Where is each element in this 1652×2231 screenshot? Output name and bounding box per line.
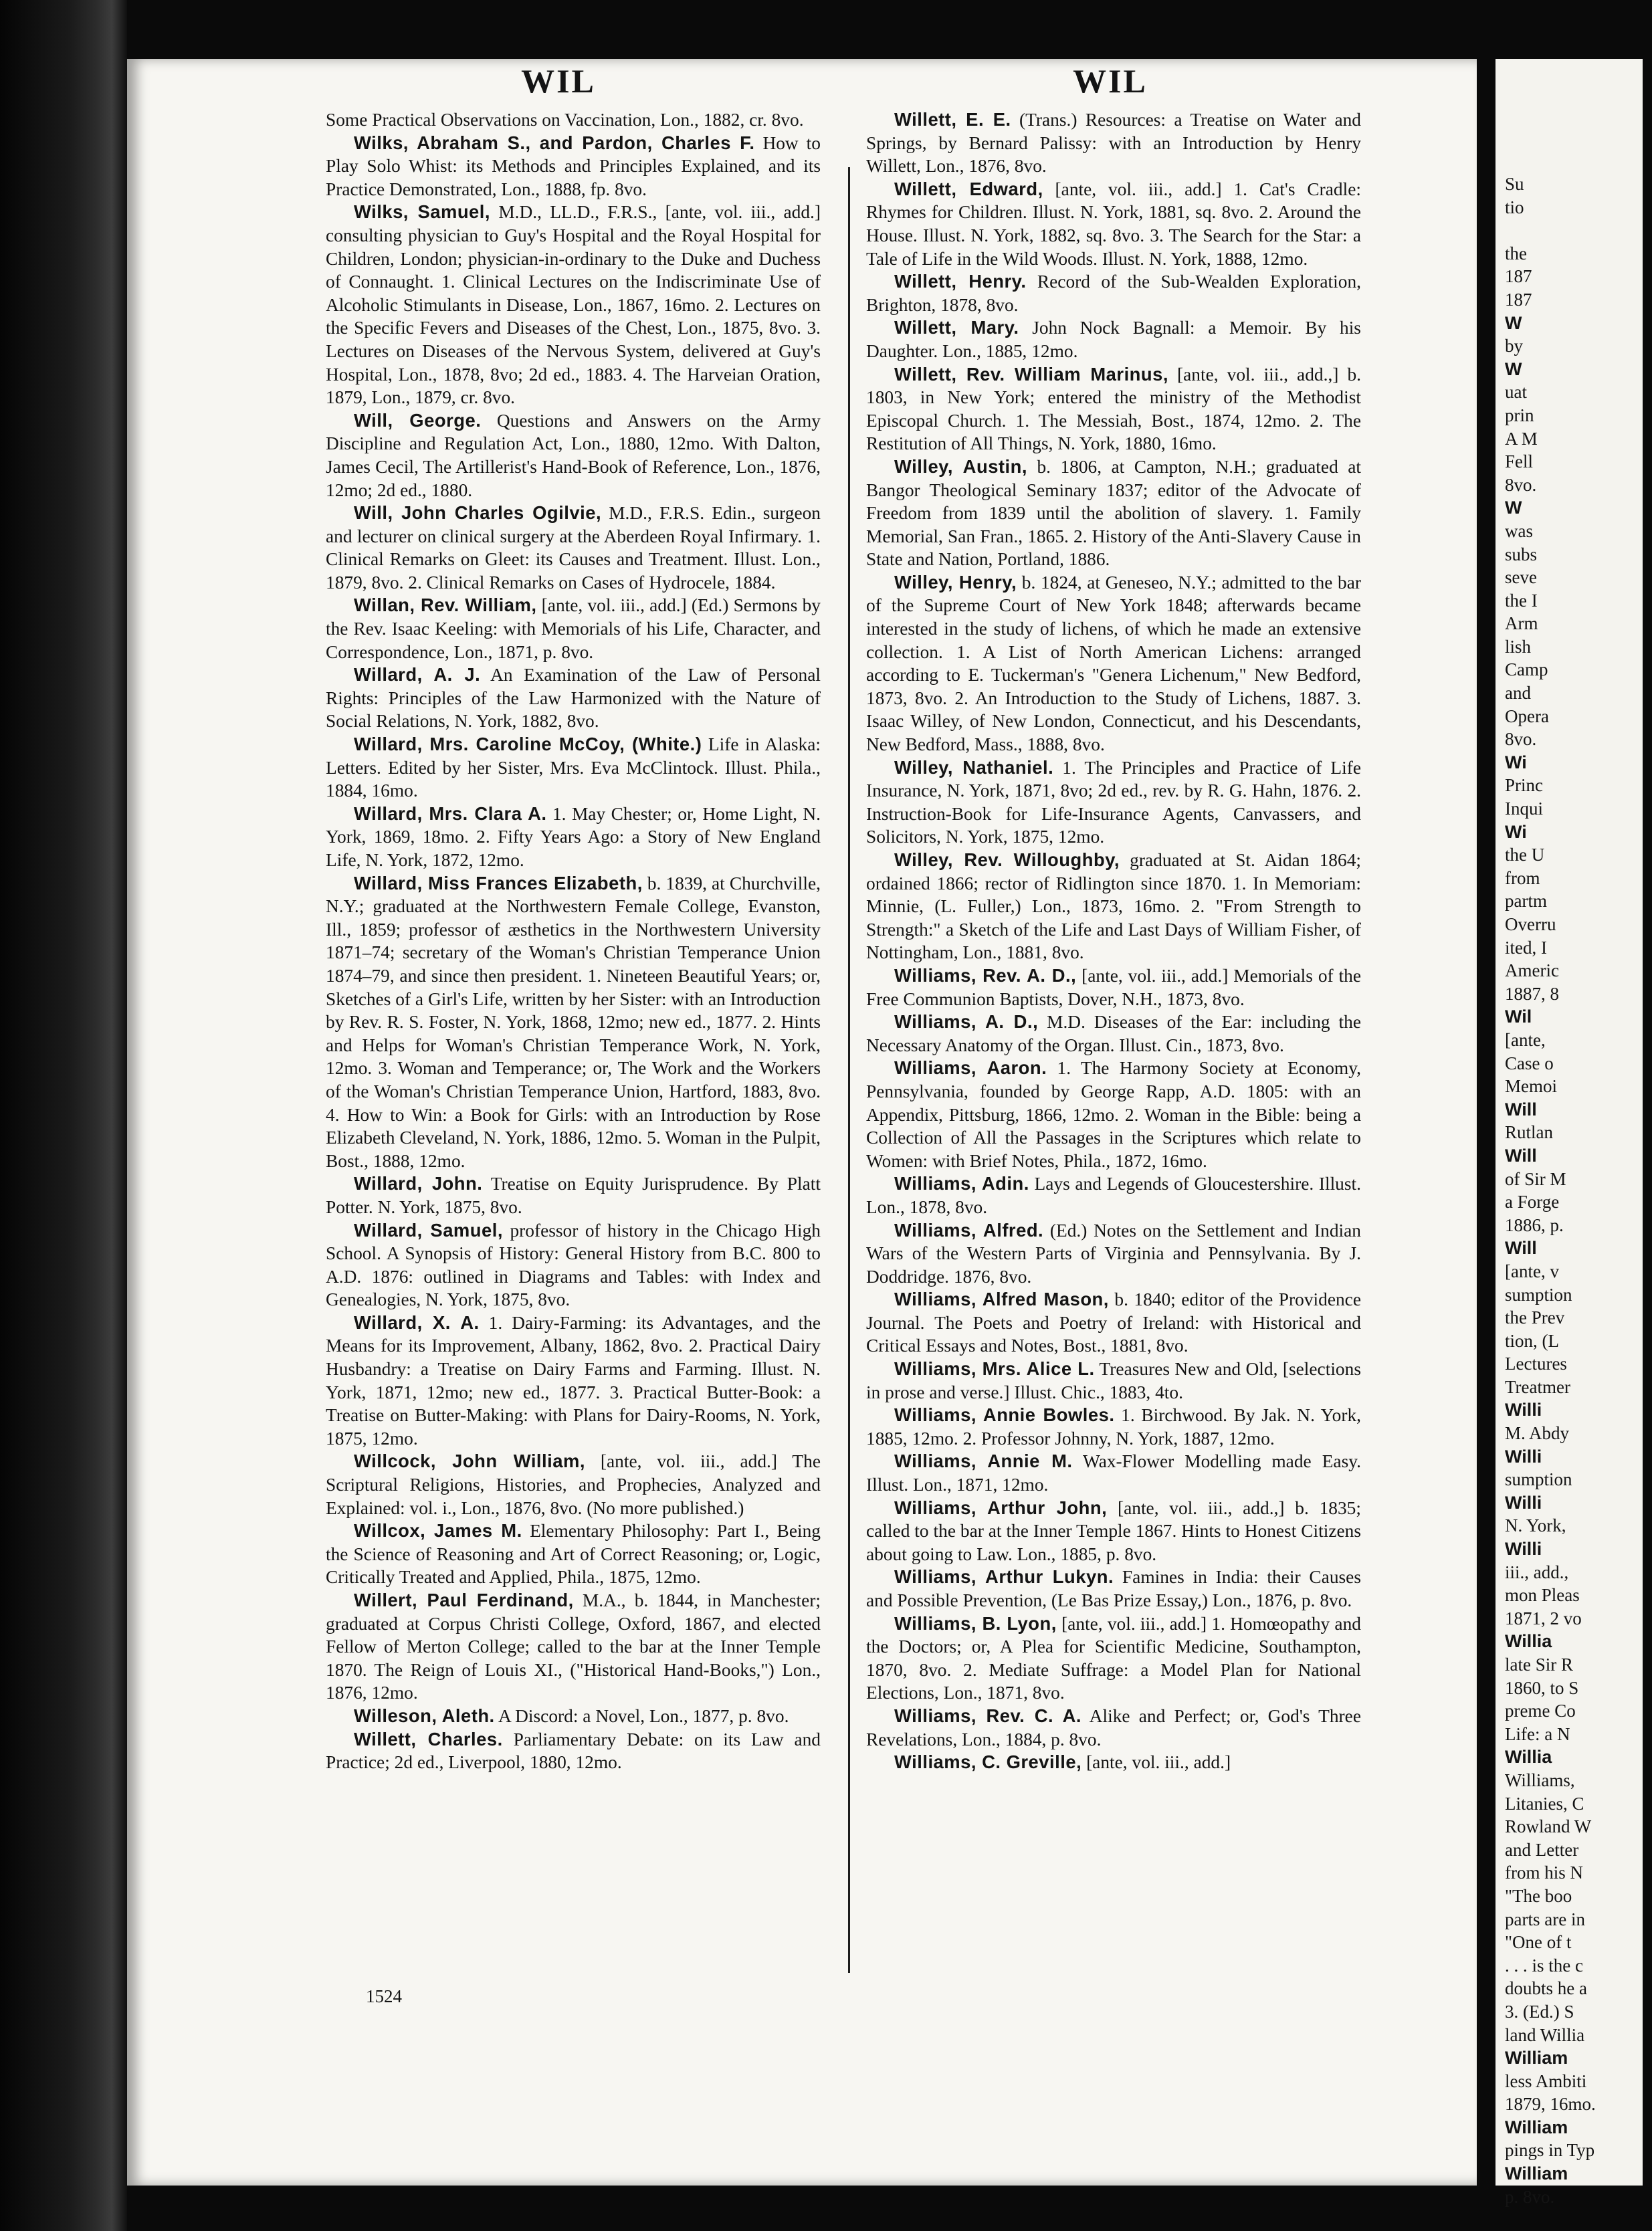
entry-heading: Williams, Annie M.	[894, 1451, 1073, 1472]
fragment-line: 8vo.	[1505, 474, 1537, 495]
entry-text: b. 1840; editor of the Providence Journal. The Poets and Poetry of Ireland: with Historical and Critical Essays and Notes, Bost., 1881, 8vo.	[866, 1289, 1361, 1356]
fragment-line: the U	[1505, 845, 1545, 865]
entry-heading: Wilks, Samuel,	[354, 201, 491, 223]
entry-heading: Williams, Rev. C. A.	[894, 1705, 1081, 1726]
entry-heading: Williams, Arthur Lukyn.	[894, 1566, 1114, 1588]
column-divider	[848, 167, 850, 1973]
entry-text: Treatise on Equity Jurisprudence. By Platt Potter. N. York, 1875, 8vo.	[326, 1174, 821, 1217]
fragment-line: p. 8vo.	[1505, 2186, 1555, 2207]
entry-text: b. 1806, at Campton, N.H.; graduated at Bangor Theological Seminary 1837; editor of the Advocate of Freedom from 1839 until the abolition of slavery. 1. Family Memorial, San Fran., 1865. 2. History of the Anti-Slavery Cause in State and Nation, Portland, 1886.	[866, 456, 1361, 570]
fragment-line: Will	[1505, 1145, 1537, 1166]
entry-heading: Willard, Mrs. Caroline McCoy, (White.)	[354, 734, 702, 755]
dictionary-entry	[866, 316, 1361, 362]
fragment-line: Su	[1505, 174, 1524, 194]
entry-text: An Examination of the Law of Personal Rights: Principles of the Law Harmonized with the Nature of Social Relations, N. York, 1882, 8vo.	[326, 665, 821, 732]
fragment-line: 1887, 8	[1505, 983, 1559, 1004]
entry-heading: Willey, Nathaniel.	[894, 756, 1054, 778]
adjacent-page-text	[1505, 173, 1652, 2208]
entry-text: (Ed.) Notes on the Settlement and Indian Wars of the Western Parts of Virginia and Pennsylvania. By J. Doddridge. 1876, 8vo.	[866, 1220, 1361, 1287]
entry-heading: Willert, Paul Ferdinand,	[354, 1590, 574, 1610]
entry-heading: Williams, Aaron.	[894, 1057, 1047, 1079]
fragment-line: Life: a N	[1505, 1723, 1570, 1744]
dictionary-entry	[326, 1519, 821, 1589]
fragment-line: prin	[1505, 405, 1534, 425]
fragment-line: and Letter	[1505, 1839, 1579, 1860]
dictionary-entry	[326, 502, 821, 594]
left-column	[326, 108, 821, 1774]
entry-heading: Willard, Samuel,	[354, 1219, 503, 1241]
fragment-line: W	[1505, 498, 1522, 518]
running-header-right: WIL	[1073, 62, 1148, 100]
dictionary-entry	[326, 1589, 821, 1705]
fragment-line: 1879, 16mo.	[1505, 2094, 1596, 2115]
entry-heading: Williams, B. Lyon,	[894, 1612, 1057, 1634]
fragment-line: tion, (L	[1505, 1330, 1559, 1351]
dictionary-entry	[866, 571, 1361, 756]
entry-text: 1. The Harmony Society at Economy, Pennsylvania, founded by George Rapp, A.D. 1805: with an Appendix, Pittsburg, 1866, 12mo. 2. Woman in the Bible: being a Collection of All the Passages in the Scriptures which relate to Women: with Brief Notes, Phila., 1872, 16mo.	[866, 1058, 1361, 1171]
entry-heading: Willard, Miss Frances Elizabeth,	[354, 872, 643, 893]
entry-heading: Willeson, Aleth.	[354, 1705, 495, 1726]
entry-heading: Willey, Austin,	[894, 455, 1027, 477]
fragment-line: Willi	[1505, 1539, 1542, 1560]
entry-heading: Williams, Annie Bowles.	[894, 1404, 1115, 1426]
fragment-line: 187	[1505, 289, 1532, 310]
dictionary-entry	[866, 849, 1361, 964]
dictionary-entry	[326, 733, 821, 803]
fragment-line: and	[1505, 683, 1531, 704]
dictionary-entry	[326, 201, 821, 409]
fragment-line: Willia	[1505, 1631, 1552, 1652]
fragment-line: 8vo.	[1505, 729, 1537, 750]
dictionary-entry	[326, 132, 821, 201]
entry-heading: Williams, Rev. A. D.,	[894, 964, 1077, 986]
entry-text: [ante, vol. iii., add.]	[1086, 1752, 1231, 1773]
dictionary-entry	[326, 872, 821, 1173]
entry-heading: Willard, X. A.	[354, 1311, 480, 1333]
fragment-line	[1505, 219, 1652, 242]
entry-heading: Willey, Rev. Willoughby,	[894, 849, 1120, 870]
entry-heading: Willard, Mrs. Clara A.	[354, 803, 547, 824]
dictionary-entry	[326, 409, 821, 502]
fragment-line: Lectures	[1505, 1354, 1567, 1374]
fragment-line: parts are in	[1505, 1909, 1585, 1929]
fragment-line: [ante, v	[1505, 1261, 1559, 1281]
dictionary-entry	[866, 1288, 1361, 1358]
dictionary-entry	[866, 1172, 1361, 1218]
entry-text: [ante, vol. iii., add.,] b. 1835; called to the bar at the Inner Temple 1867. Hints to Honest Citizens about going to Law. Lon., 1885, p. 8vo.	[866, 1497, 1361, 1564]
entry-heading: Williams, Arthur John,	[894, 1497, 1108, 1518]
entry-heading: Willett, Charles.	[354, 1728, 503, 1749]
entry-heading: Willett, Henry.	[894, 271, 1027, 292]
fragment-line: sumption	[1505, 1469, 1572, 1490]
entry-heading: Williams, A. D.,	[894, 1011, 1039, 1033]
page-number: 1524	[366, 1986, 402, 2006]
dictionary-entry	[866, 1404, 1361, 1450]
entry-heading: Willett, Rev. William Marinus,	[894, 363, 1168, 385]
fragment-line: Opera	[1505, 706, 1549, 726]
entry-text: [ante, vol. iii., add.] The Scriptural Religions, Histories, and Prophecies, Analyzed and Explained: vol. i., Lon., 1876, 8vo. (No more published.)	[326, 1451, 821, 1518]
dictionary-entry	[866, 756, 1361, 849]
entry-text: M.D., LL.D., F.R.S., [ante, vol. iii., add.] consulting physician to Guy's Hospital and the Royal Hospital for Children, London; physician-in-ordinary to the Duke and Duchess of Connaught. 1. Clinical Lectures on the Indiscriminate Use of Alcoholic Stimulants in Disease, Lon., 1867, 16mo. 2. Lectures on the Specific Fevers and Diseases of the Chest, Lon., 1875, 8vo. 3. Lectures on Diseases of the Nervous System, delivered at Guy's Hospital, Lon., 1878, 8vo; 2d ed., 1883. 4. The Harveian Oration, 1879, Lon., 1879, cr. 8vo.	[326, 202, 821, 408]
fragment-line: Litanies, C	[1505, 1793, 1584, 1814]
dictionary-entry	[866, 1751, 1361, 1774]
entry-text: [ante, vol. iii., add.] Memorials of the Free Communion Baptists, Dover, N.H., 1873, 8vo.	[866, 965, 1362, 1009]
entry-heading: Willan, Rev. William,	[354, 595, 537, 616]
fragment-line: Treatmer	[1505, 1376, 1570, 1397]
dictionary-entry	[866, 964, 1361, 1011]
fragment-line: Wil	[1505, 1006, 1532, 1027]
entry-text: [ante, vol. iii., add.] 1. Homœopathy and the Doctors; or, A Plea for Scientific Medicine, Southampton, 1870, 8vo. 2. Mediate Suffrage: a Model Plan for National Elections, Lon., 1871, 8vo.	[866, 1613, 1361, 1703]
dictionary-entry	[866, 1497, 1361, 1566]
fragment-line: [ante,	[1505, 1029, 1546, 1050]
fragment-line: N. York,	[1505, 1515, 1566, 1536]
entry-text: Elementary Philosophy: Part I., Being the Science of Reasoning and Art of Correct Reasoning; or, Logic, Critically Treated and Applied, Phila., 1875, 12mo.	[326, 1521, 821, 1588]
entry-text: b. 1824, at Geneseo, N.Y.; admitted to the bar of the Supreme Court of New York 1848; afterwards became interested in the study of lichens, of which he made an extensive collection. 1. A List of North American Lichens: arranged according to E. Tuckerman's "Genera Lichenum," New Bedford, 1873, 8vo. 2. An Introduction to the Study of Lichens, 1887. 3. Isaac Willey, of New London, Connecticut, and his Descendants, New Bedford, Mass., 1888, 8vo.	[866, 572, 1361, 755]
fragment-line: Wi	[1505, 821, 1527, 842]
dictionary-entry	[866, 1450, 1361, 1496]
fragment-line: William	[1505, 2163, 1568, 2184]
fragment-line: Fell	[1505, 451, 1534, 472]
dictionary-entry	[326, 1705, 821, 1728]
entry-text: Alike and Perfect; or, God's Three Revelations, Lon., 1884, p. 8vo.	[866, 1705, 1361, 1749]
entry-heading: Williams, Alfred.	[894, 1219, 1044, 1241]
dictionary-entry	[866, 1705, 1361, 1751]
fragment-line: . . . is the c	[1505, 1955, 1583, 1976]
entry-text: Famines in India: their Causes and Possible Prevention, (Le Bas Prize Essay,) Lon., 1876, p. 8vo.	[866, 1567, 1362, 1610]
fragment-line: Will	[1505, 1099, 1537, 1120]
dictionary-entry	[326, 1219, 821, 1311]
fragment-line: Willi	[1505, 1446, 1542, 1467]
fragment-line: sumption	[1505, 1284, 1572, 1305]
fragment-line: Camp	[1505, 659, 1548, 680]
fragment-line: "The boo	[1505, 1885, 1572, 1906]
fragment-line: tio	[1505, 197, 1524, 217]
fragment-line: less Ambiti	[1505, 2070, 1587, 2091]
right-column	[866, 108, 1361, 1774]
dictionary-entry	[326, 594, 821, 663]
fragment-line: W	[1505, 312, 1522, 333]
fragment-line: Princ	[1505, 775, 1543, 796]
dictionary-entry	[866, 1011, 1361, 1057]
fragment-line: was	[1505, 520, 1533, 541]
dictionary-entry	[866, 363, 1361, 455]
dictionary-entry	[326, 108, 821, 132]
entry-text: 1. Dairy-Farming: its Advantages, and the Means for its Improvement, Albany, 1862, 8vo. 2. Practical Dairy Husbandry: a Treatise on Dairy Farms and Farming. Illust. N. York, 1871, 12mo; new ed., 1877. 3. Practical Butter-Book: a Treatise on Butter-Making: with Plans for Dairy-Rooms, N. York, 1875, 12mo.	[326, 1312, 821, 1449]
fragment-line: ited, I	[1505, 937, 1547, 958]
dictionary-entry	[866, 1566, 1361, 1612]
book-binding-edge	[0, 0, 127, 2231]
fragment-line: iii., add.,	[1505, 1562, 1569, 1582]
fragment-line: Will	[1505, 1238, 1537, 1259]
running-header-left: WIL	[521, 62, 596, 100]
fragment-line: A M	[1505, 428, 1538, 449]
dictionary-entry	[866, 270, 1361, 316]
fragment-line: 1871, 2 vo	[1505, 1608, 1582, 1628]
fragment-line: William	[1505, 2117, 1568, 2137]
fragment-line: Rutlan	[1505, 1122, 1553, 1143]
dictionary-entry	[326, 1450, 821, 1519]
entry-heading: Willett, E. E.	[894, 109, 1011, 130]
entry-text: 1. May Chester; or, Home Light, N. York, 1869, 18mo. 2. Fifty Years Ago: a Story of New England Life, N. York, 1872, 12mo.	[326, 803, 821, 870]
entry-text: Record of the Sub-Wealden Exploration, Brighton, 1878, 8vo.	[866, 272, 1361, 315]
fragment-line: 3. (Ed.) S	[1505, 2001, 1574, 2022]
dictionary-entry	[326, 1728, 821, 1774]
fragment-line: a Forge	[1505, 1192, 1560, 1212]
entry-heading: Willcox, James M.	[354, 1520, 522, 1542]
entry-text: [ante, vol. iii., add.] (Ed.) Sermons by the Rev. Isaac Keeling: with Memorials of his Life, Character, and Correspondence, Lon., 1871, p. 8vo.	[326, 595, 821, 662]
fragment-line: Case o	[1505, 1053, 1554, 1073]
dictionary-entry	[326, 1311, 821, 1451]
fragment-line: by	[1505, 336, 1523, 356]
entry-text: How to Play Solo Whist: its Methods and Principles Explained, and its Practice Demonstrated, Lon., 1888, fp. 8vo.	[326, 132, 821, 199]
entry-text: graduated at St. Aidan 1864; ordained 1866; rector of Ridlington since 1870. 1. In Memoriam: Minnie, (L. Fuller,) Lon., 1873, 16mo. 2. "From Strength to Strength:" a Sketch of the Life and Last Days of William Fisher, of Nottingham, Lon., 1881, 8vo.	[866, 850, 1361, 963]
entry-text: 1. The Principles and Practice of Life Insurance, N. York, 1871, 8vo; 2d ed., rev. by R. G. Hahn, 1876. 2. Instruction-Book for Life-Insurance Agents, Canvassers, and Solicitors, N. York, 1875, 12mo.	[866, 757, 1361, 847]
entry-heading: Willard, John.	[354, 1173, 483, 1194]
entry-text: M.D. Diseases of the Ear: including the Necessary Anatomy of the Organ. Illust. Cin., 1873, 8vo.	[866, 1012, 1361, 1055]
fragment-line: William	[1505, 2048, 1568, 2068]
entry-heading: Will, George.	[354, 409, 482, 431]
dictionary-entry	[326, 1172, 821, 1218]
fragment-line: Americ	[1505, 960, 1559, 981]
dictionary-entry	[866, 455, 1361, 571]
fragment-line: the I	[1505, 590, 1538, 611]
fragment-line: "One of t	[1505, 1932, 1572, 1953]
entry-text: Parliamentary Debate: on its Law and Practice; 2d ed., Liverpool, 1880, 12mo.	[326, 1729, 821, 1773]
fragment-line: pings in Typ	[1505, 2140, 1595, 2161]
fragment-line: W	[1505, 358, 1522, 379]
entry-heading: Willcock, John William,	[354, 1451, 585, 1472]
entry-text: John Nock Bagnall: a Memoir. By his Daughter. Lon., 1885, 12mo.	[866, 318, 1361, 361]
entry-text: professor of history in the Chicago High School. A Synopsis of History: General History from B.C. 800 to A.D. 1876: outlined in Diagrams and Tables: with Index and Genealogies, N. York, 1875, 8vo.	[326, 1220, 821, 1310]
entry-heading: Wilks, Abraham S., and Pardon, Charles F.	[354, 132, 755, 153]
entry-text: Questions and Answers on the Army Discipline and Regulation Act, Lon., 1880, 12mo. With Dalton, James Cecil, The Artillerist's Hand-Book of Reference, Lon., 1876, 12mo; 2d ed., 1880.	[326, 410, 821, 500]
fragment-line: from his N	[1505, 1863, 1583, 1883]
fragment-line: Wi	[1505, 752, 1527, 772]
fragment-line: uat	[1505, 382, 1527, 403]
entry-heading: Willett, Edward,	[894, 178, 1043, 199]
entry-heading: Will, John Charles Ogilvie,	[354, 502, 602, 524]
entry-text: Life in Alaska: Letters. Edited by her Sister, Mrs. Eva McClintock. Illust. Phila., 1884, 16mo.	[326, 734, 821, 801]
dictionary-entry	[866, 1612, 1361, 1705]
fragment-line: land Willia	[1505, 2024, 1585, 2045]
dictionary-entry	[326, 663, 821, 733]
adjacent-page-fragment	[1495, 59, 1643, 2207]
fragment-line: mon Pleas	[1505, 1585, 1580, 1606]
dictionary-entry	[866, 1219, 1361, 1289]
fragment-line: the	[1505, 243, 1527, 263]
fragment-line: 1860, to S	[1505, 1677, 1579, 1698]
fragment-line: doubts he a	[1505, 1978, 1587, 1999]
fragment-line: Willi	[1505, 1492, 1542, 1513]
entry-heading: Williams, C. Greville,	[894, 1751, 1082, 1773]
fragment-line: Inqui	[1505, 799, 1543, 819]
dictionary-entry	[866, 1358, 1361, 1404]
fragment-line: Rowland W	[1505, 1816, 1592, 1837]
fragment-line: M. Abdy	[1505, 1423, 1570, 1444]
entry-text: [ante, vol. iii., add.] 1. Cat's Cradle: Rhymes for Children. Illust. N. York, 1881, sq. 8vo. 2. Around the House. Illust. N. York, 1882, sq. 8vo. 3. The Search for the Star: a Tale of Life in the Wild Woods. Illust. N. York, 1888, 12mo.	[866, 179, 1361, 269]
entry-text: 1. Birchwood. By Jak. N. York, 1885, 12mo. 2. Professor Johnny, N. York, 1887, 12mo.	[866, 1405, 1361, 1449]
fragment-line: Willia	[1505, 1747, 1552, 1768]
dictionary-entry	[866, 108, 1361, 178]
entry-heading: Williams, Alfred Mason,	[894, 1289, 1109, 1310]
fragment-line: Williams,	[1505, 1770, 1575, 1790]
entry-text: Treasures New and Old, [selections in prose and verse.] Illust. Chic., 1883, 4to.	[866, 1359, 1361, 1402]
entry-text: (Trans.) Resources: a Treatise on Water and Springs, by Bernard Palissy: with an Introduction by Henry Willett, Lon., 1876, 8vo.	[866, 110, 1361, 177]
fragment-line: from	[1505, 867, 1540, 888]
fragment-line: partm	[1505, 891, 1547, 912]
fragment-line: Overru	[1505, 914, 1556, 934]
entry-heading: Williams, Mrs. Alice L.	[894, 1358, 1095, 1380]
fragment-line: preme Co	[1505, 1701, 1576, 1721]
entry-text: [ante, vol. iii., add.,] b. 1803, in New York; entered the ministry of the Methodist Episcopal Church. 1. The Messiah, Bost., 1874, 12mo. 2. The Restitution of All Things, N. York, 1880, 16mo.	[866, 364, 1361, 454]
fragment-line: of Sir M	[1505, 1168, 1566, 1189]
entry-heading: Willard, A. J.	[354, 664, 481, 685]
fragment-line: lish	[1505, 636, 1532, 657]
entry-heading: Williams, Adin.	[894, 1173, 1029, 1194]
fragment-line: Willi	[1505, 1400, 1542, 1420]
entry-text: M.A., b. 1844, in Manchester; graduated at Corpus Christi College, Oxford, 1867, and elected Fellow of Merton College; called to the bar at the Inner Temple 1870. The Reign of Louis XI., ("Historical Hand-Books,") Lon., 1876, 12mo.	[326, 1590, 821, 1703]
dictionary-entry	[326, 803, 821, 872]
entry-text: Lays and Legends of Gloucestershire. Illust. Lon., 1878, 8vo.	[866, 1174, 1361, 1217]
fragment-line: seve	[1505, 567, 1537, 588]
dictionary-entry	[866, 1057, 1361, 1172]
entry-heading: Willey, Henry,	[894, 571, 1017, 593]
fragment-line: Memoi	[1505, 1076, 1557, 1097]
entry-text: Some Practical Observations on Vaccination, Lon., 1882, cr. 8vo.	[326, 110, 804, 130]
entry-text: M.D., F.R.S. Edin., surgeon and lecturer on clinical surgery at the Aberdeen Royal Infirmary. 1. Clinical Remarks on Gleet: its Causes and Treatment. Illust. Lon., 1879, 8vo. 2. Clinical Remarks on Cases of Hydrocele, 1884.	[326, 503, 821, 593]
entry-text: b. 1839, at Churchville, N.Y.; graduated at the Northwestern Female College, Evanston, Ill., 1859; professor of æsthetics in the Northwestern University 1871–74; secretary of the Woman's Christian Temperance Union 1874–79, and since then president. 1. Nineteen Beautiful Years; or, Sketches of a Girl's Life, written by her Sister: with an Introduction by Rev. R. S. Foster, N. York, 1868, 12mo; new ed., 1877. 2. Hints and Helps for Woman's Christian Temperance Work, N. York, 12mo. 3. Woman and Temperance; or, The Work and the Workers of the Woman's Christian Temperance Union, Hartford, 1883, 8vo. 4. How to Win: a Book for Girls: with an Introduction by Rose Elizabeth Cleveland, N. York, 1886, 12mo. 5. Woman in the Pulpit, Bost., 1888, 12mo.	[326, 873, 821, 1171]
entry-text: A Discord: a Novel, Lon., 1877, p. 8vo.	[498, 1705, 789, 1726]
dictionary-entry	[866, 178, 1361, 270]
entry-heading: Willett, Mary.	[894, 317, 1019, 338]
fragment-line: 187	[1505, 266, 1532, 287]
fragment-line: 1886, p.	[1505, 1214, 1564, 1235]
fragment-line: subs	[1505, 544, 1538, 564]
fragment-line: the Prev	[1505, 1307, 1565, 1328]
fragment-line: late Sir R	[1505, 1655, 1573, 1675]
entry-text: Wax-Flower Modelling made Easy. Illust. Lon., 1871, 12mo.	[866, 1451, 1362, 1495]
fragment-line: Arm	[1505, 613, 1538, 634]
